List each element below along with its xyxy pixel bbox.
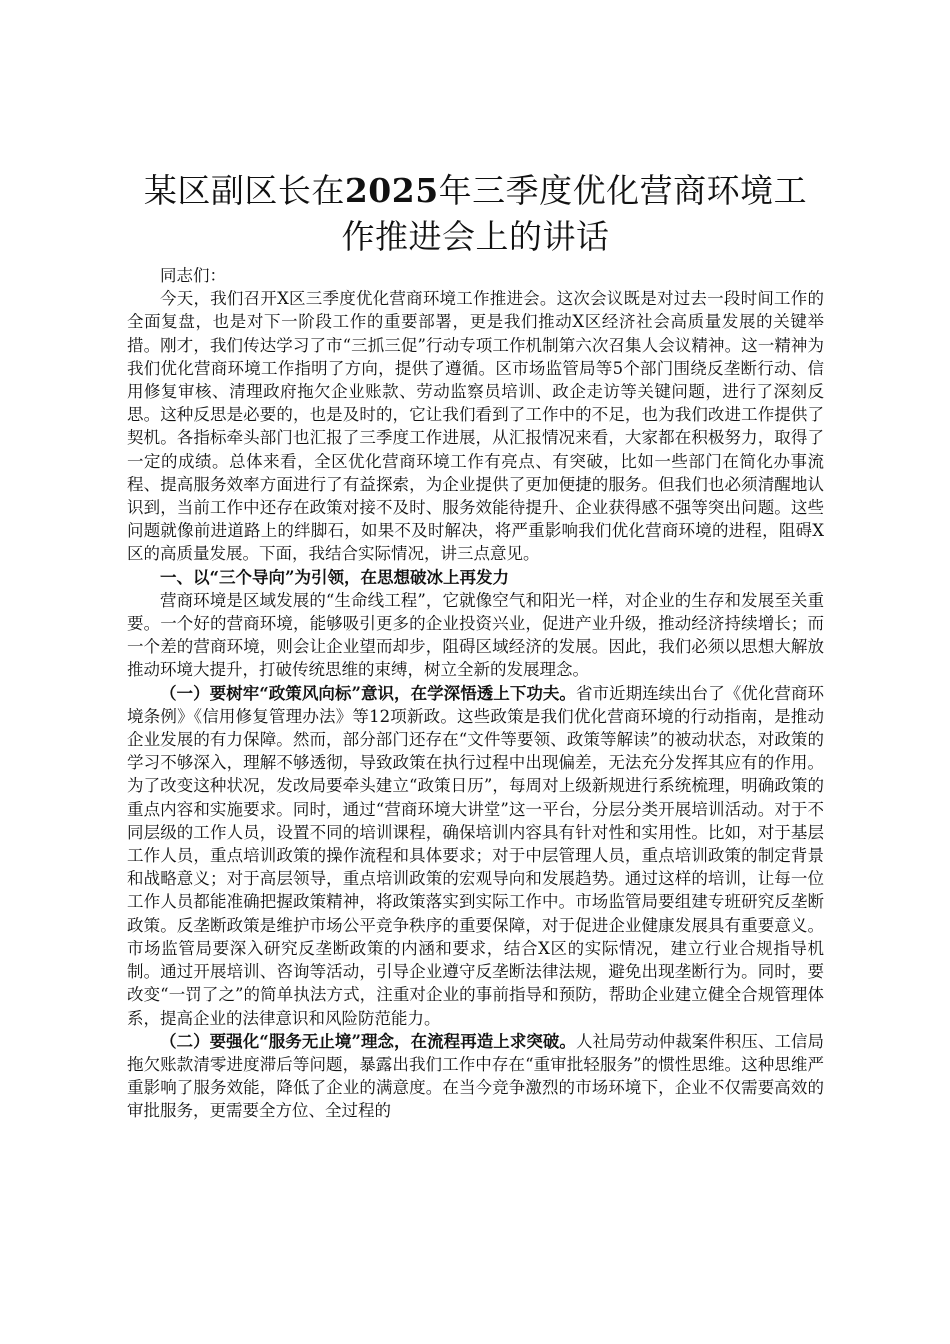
section-heading-1: 一、以“三个导向”为引领，在思想破冰上再发力 xyxy=(160,567,509,587)
subsection-2-heading: （二）要强化“服务无止境”理念，在流程再造上求突破。 xyxy=(160,1031,576,1051)
paragraph-subsection-1 xyxy=(127,682,824,1030)
paragraph-section-1: 营商环境是区域发展的“生命线工程”，它就像空气和阳光一样，对企业的生存和发展至关重要。一个好的营商环境，能够吸引更多的企业投资兴业，促进产业升级，推动经济持续增长；而一个差的营商环境，则会让企业望而却步，阻碍区域经济的发展。因此，我们必须以思想大解放推动环境大提升，打破传统思维的束缚，树立全新的发展理念。 xyxy=(127,590,824,680)
title-part2: 年三季度优化营商环境工作推进会上的讲话 xyxy=(341,171,808,256)
title-part1: 某区副区长在 xyxy=(143,171,345,210)
document-page xyxy=(127,168,824,1123)
salutation: 同志们： xyxy=(160,266,226,285)
paragraph-subsection-2 xyxy=(127,1030,824,1123)
subsection-1-heading: （一）要树牢“政策风向标”意识，在学深悟透上下功夫。 xyxy=(160,683,576,703)
paragraph-intro: 今天，我们召开X区三季度优化营商环境工作推进会。这次会议既是对过去一段时间工作的全面复盘，也是对下一阶段工作的重要部署，更是我们推动X区经济社会高质量发展的关键举措。刚才，我们传达学习了市“三抓三促”行动专项工作机制第六次召集人会议精神。这一精神为我们优化营商环境工作指明了方向，提供了遵循。区市场监管局等5个部门围绕反垄断行动、信用修复审核、清理政府拖欠企业账款、劳动监察员培训、政企走访等关键问题，进行了深刻反思。这种反思是必要的，也是及时的，它让我们看到了工作中的不足，也为我们改进工作提供了契机。各指标牵头部门也汇报了三季度工作进展，从汇报情况来看，大家都在积极努力，取得了一定的成绩。总体来看，全区优化营商环境工作有亮点、有突破，比如一些部门在简化办事流程、提高服务效率方面进行了有益探索，为企业提供了更加便捷的服务。但我们也必须清醒地认识到，当前工作中还存在政策对接不及时、服务效能待提升、企业获得感不强等突出问题。这些问题就像前进道路上的绊脚石，如果不及时解决，将严重影响我们优化营商环境的进程，阻碍X区的高质量发展。下面，我结合实际情况，讲三点意见。 xyxy=(127,289,824,564)
subsection-2-text: 人社局劳动仲裁案件积压、工信局拖欠账款清零进度滞后等问题，暴露出我们工作中存在“重审批轻服务”的惯性思维。这种思维严重影响了服务效能，降低了企业的满意度。在当今竞争激烈的市场环境下，企业不仅需要高效的审批服务，更需要全方位、全过程的 xyxy=(127,1031,824,1121)
document-body xyxy=(127,264,824,1123)
page-title xyxy=(127,168,824,260)
title-year: 2025 xyxy=(344,171,439,210)
subsection-1-text: 省市近期连续出台了《优化营商环境条例》《信用修复管理办法》等12项新政。这些政策是我们优化营商环境的行动指南，是推动企业发展的有力保障。然而，部分部门还存在“文件等要领、政策等解读”的被动状态，对政策的学习不够深入，理解不够透彻，导致政策在执行过程中出现偏差，无法充分发挥其应有的作用。为了改变这种状况，发改局要牵头建立“政策日历”，每周对上级新规进行系统梳理，明确政策的重点内容和实施要求。同时，通过“营商环境大讲堂”这一平台，分层分类开展培训活动。对于不同层级的工作人员，设置不同的培训课程，确保培训内容具有针对性和实用性。比如，对于基层工作人员，重点培训政策的操作流程和具体要求；对于中层管理人员，重点培训政策的制定背景和战略意义；对于高层领导，重点培训政策的宏观导向和发展趋势。通过这样的培训，让每一位工作人员都能准确把握政策精神，将政策落实到实际工作中。市场监管局要组建专班研究反垄断政策。反垄断政策是维护市场公平竞争秩序的重要保障，对于促进企业健康发展具有重要意义。市场监管局要深入研究反垄断政策的内涵和要求，结合X区的实际情况，建立行业合规指导机制。通过开展培训、咨询等活动，引导企业遵守反垄断法律法规，避免出现垄断行为。同时，要改变“一罚了之”的简单执法方式，注重对企业的事前指导和预防，帮助企业建立健全合规管理体系，提高企业的法律意识和风险防范能力。 xyxy=(127,683,824,1028)
